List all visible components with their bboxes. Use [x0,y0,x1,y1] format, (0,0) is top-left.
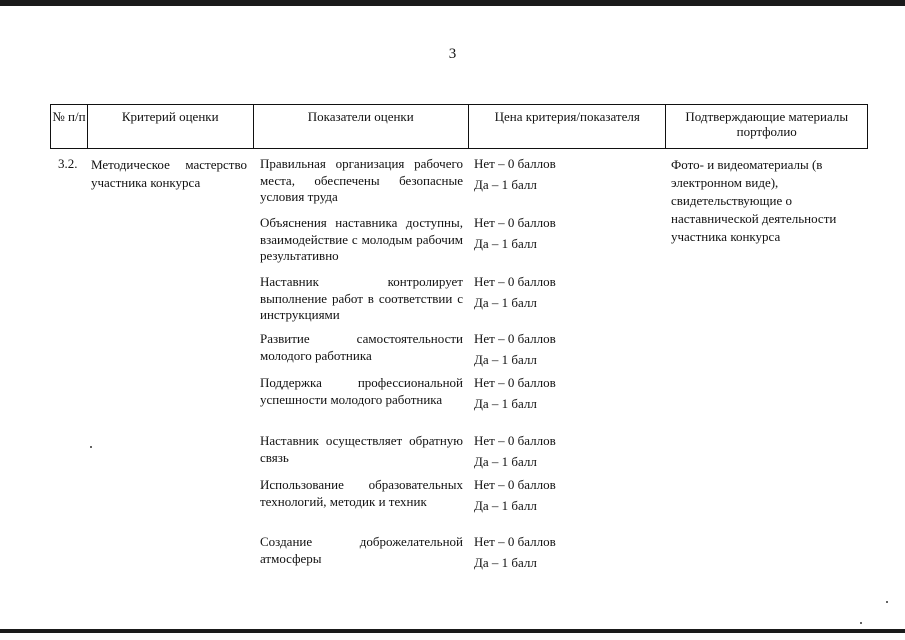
indicator-3: Наставник контролирует выполнение работ в соответствии с инструкциями [260,274,463,322]
scan-speck [90,446,92,448]
indicator-2: Объяснения наставника доступны, взаимодействие с молодым рабочим результативно [260,215,463,263]
price-no: Нет – 0 баллов [474,156,556,171]
bottom-border [0,629,905,633]
price-no: Нет – 0 баллов [474,274,556,289]
price-no: Нет – 0 баллов [474,534,556,549]
price-no: Нет – 0 баллов [474,331,556,346]
price-yes: Да – 1 балл [474,295,537,310]
indicator-7: Использование образовательных технологий, методик и техник [260,477,463,509]
price-no: Нет – 0 баллов [474,433,556,448]
header-indicators: Показатели оценки [254,105,469,148]
price-yes: Да – 1 балл [474,236,537,251]
price-yes: Да – 1 балл [474,396,537,411]
price-yes: Да – 1 балл [474,352,537,367]
indicator-6: Наставник осуществляет обратную связь [260,433,463,465]
indicator-5: Поддержка профессиональной успешности молодого работника [260,375,463,407]
scan-speck [860,622,862,624]
table-header [50,104,868,149]
price-yes: Да – 1 балл [474,498,537,513]
price-yes: Да – 1 балл [474,177,537,192]
header-criterion: Критерий оценки [88,105,254,148]
price-no: Нет – 0 баллов [474,477,556,492]
row-number: 3.2. [58,156,78,171]
criterion-text: Методическое мастерство участника конкурса [91,157,247,190]
scan-speck [886,601,888,603]
indicator-4: Развитие самостоятельности молодого работника [260,331,463,363]
indicator-1: Правильная организация рабочего места, обеспечены безопасные условия труда [260,156,463,204]
header-price: Цена критерия/показателя [469,105,667,148]
header-num: № п/п [51,105,88,148]
price-yes: Да – 1 балл [474,555,537,570]
price-yes: Да – 1 балл [474,454,537,469]
indicator-8: Создание доброжелательной атмосферы [260,534,463,566]
page-number: 3 [448,46,457,62]
price-no: Нет – 0 баллов [474,375,556,390]
header-confirm: Подтверждающие материалы портфолио [685,109,849,139]
confirming-materials: Фото- и видеоматериалы (в электронном виде), свидетельствующие о наставнической деятельности участника конкурса [671,157,837,244]
price-no: Нет – 0 баллов [474,215,556,230]
top-border [0,0,905,6]
